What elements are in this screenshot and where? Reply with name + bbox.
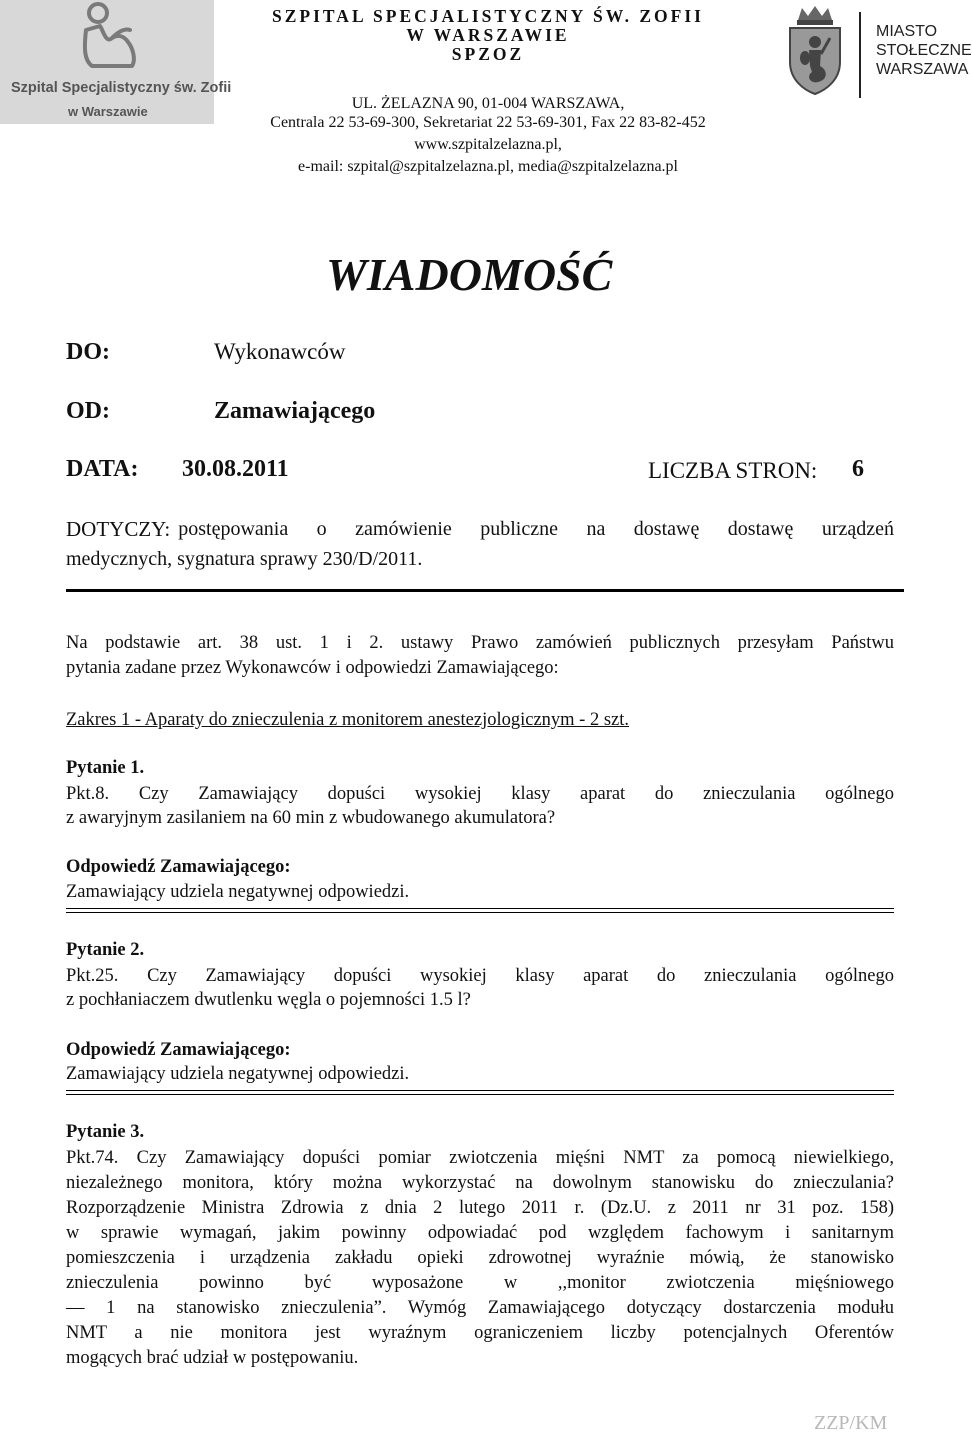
question-line: z pochłaniaczem dwutlenku węgla o pojemności 1.5 l? (66, 990, 471, 1010)
to-label: DO: (66, 339, 110, 365)
answer-label: Odpowiedź Zamawiającego: (66, 857, 291, 877)
question-line: znieczulenia powinno być wyposażone w ,,monitor zwiotczenia mięśniowego (66, 1273, 894, 1293)
subject-line-2: medycznych, sygnatura sprawy 230/D/2011. (66, 548, 423, 570)
city-logo-text (876, 22, 972, 79)
warsaw-mermaid-crest-icon (784, 6, 846, 96)
phone-line: Centrala 22 53-69-300, Sekretariat 22 53-69-301, Fax 22 83-82-452 (270, 114, 706, 131)
answer-text: Zamawiający udziela negatywnej odpowiedzi. (66, 882, 410, 902)
question-line: mogących brać udział w postępowaniu. (66, 1348, 359, 1368)
subject-text: postępowania o zamówienie publiczne na dostawę dostawę urządzeń (178, 518, 894, 540)
separator (66, 1090, 894, 1095)
subject-line-1 (66, 515, 894, 543)
question-line: Pkt.25. Czy Zamawiający dopuści wysokiej klasy aparat do znieczulania ogólnego (66, 966, 894, 986)
document-title: WIADOMOŚĆ (326, 249, 613, 300)
website-line: www.szpitalzelazna.pl, (414, 136, 562, 153)
address-line: UL. ŻELAZNA 90, 01-004 WARSZAWA, (351, 95, 625, 112)
separator (66, 908, 894, 913)
from-label: OD: (66, 398, 110, 424)
hospital-logo-name: Szpital Specjalistyczny św. Zofii (11, 80, 232, 96)
question-line: NMT a nie monitora jest wyraźnym ograniczeniem liczby potencjalnych Oferentów (66, 1323, 894, 1343)
answer-text: Zamawiający udziela negatywnej odpowiedzi. (66, 1064, 410, 1084)
city-logo-line: STOŁECZNE (876, 42, 972, 59)
question-line: niezależnego monitora, który można wykorzystać na dowolnym stanowisku do znieczulania? (66, 1173, 894, 1193)
institution-name: SZPITAL SPECJALISTYCZNY ŚW. ZOFII (272, 6, 704, 26)
divider (66, 589, 904, 592)
institution-form: SPZOZ (451, 44, 525, 64)
date-label: DATA: (66, 456, 139, 482)
answer-label: Odpowiedź Zamawiającego: (66, 1040, 291, 1060)
hospital-logo-city: w Warszawie (68, 104, 148, 119)
question-heading: Pytanie 3. (66, 1122, 145, 1142)
question-heading: Pytanie 2. (66, 940, 145, 960)
from-value: Zamawiającego (214, 398, 376, 424)
city-logo-line: MIASTO (876, 23, 938, 40)
question-line: — 1 na stanowisko znieczulenia”. Wymóg Zamawiającego dotyczący dostarczenia modułu (66, 1298, 894, 1318)
intro-line: pytania zadane przez Wykonawców i odpowiedzi Zamawiającego: (66, 658, 559, 678)
question-line: w sprawie wymagań, jakim powinny odpowiadać pod względem fachowym i sanitarnym (66, 1223, 894, 1243)
subject-label: DOTYCZY: (66, 517, 171, 541)
email-line: e-mail: szpital@szpitalzelazna.pl, media@szpitalzelazna.pl (298, 158, 678, 175)
question-heading: Pytanie 1. (66, 758, 145, 778)
city-logo-divider (859, 12, 861, 98)
footer-reference: ZZP/KM (814, 1412, 888, 1434)
question-line: z awaryjnym zasilaniem na 60 min z wbudowanego akumulatora? (66, 808, 556, 828)
to-value: Wykonawców (214, 339, 346, 364)
intro-line: Na podstawie art. 38 ust. 1 i 2. ustawy Prawo zamówień publicznych przesyłam Państwu (66, 633, 894, 653)
date-value: 30.08.2011 (182, 456, 289, 482)
question-line: Pkt.74. Czy Zamawiający dopuści pomiar zwiotczenia mięśni NMT za pomocą niewielkiego, (66, 1148, 894, 1168)
city-logo-line: WARSZAWA (876, 61, 969, 78)
institution-city: W WARSZAWIE (406, 25, 570, 45)
page-count-label: LICZBA STRON: (648, 458, 818, 483)
question-line: Pkt.8. Czy Zamawiający dopuści wysokiej klasy aparat do znieczulania ogólnego (66, 784, 894, 804)
scope-heading: Zakres 1 - Aparaty do znieczulenia z monitorem anestezjologicznym - 2 szt. (66, 710, 630, 730)
hospital-logo (0, 0, 232, 124)
question-line: Rozporządzenie Ministra Zdrowia z dnia 2 lutego 2011 r. (Dz.U. z 2011 nr 31 poz. 158) (66, 1198, 894, 1218)
question-line: pomieszczenia i urządzenia zakładu opieki zdrowotnej wyraźnie mówią, że stanowisko (66, 1248, 894, 1268)
page-count-value: 6 (852, 456, 864, 482)
